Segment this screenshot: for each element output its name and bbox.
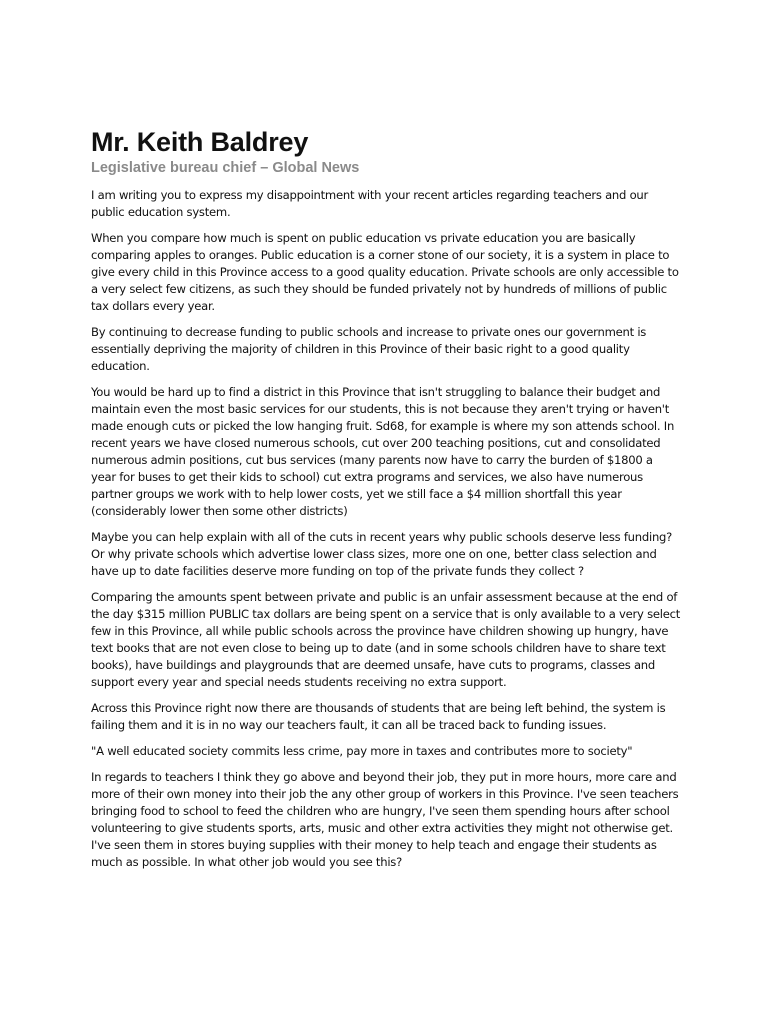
recipient-title: Legislative bureau chief – Global News (91, 160, 360, 176)
paragraph-explain-cuts: Maybe you can help explain with all of the cuts in recent years why public schools deserve less funding? Or why private schools which advertise lower class sizes, more one on one, better class selection and have up to date facilities deserve more funding on top of the private funds they collect ? (91, 530, 673, 578)
paragraph-intro: I am writing you to express my disappointment with your recent articles regarding teachers and our public education system. (91, 188, 649, 219)
paragraph-students-left-behind: Across this Province right now there are thousands of students that are being left behind, the system is failing them and it is in no way our teachers fault, it can all be traced back to funding issues. (91, 701, 666, 732)
paragraph-teachers: In regards to teachers I think they go above and beyond their job, they put in more hours, more care and more of their own money into their job the any other group of workers in this Province. I've seen teachers bringing food to school to feed the children who are hungry, I've seen them spending hours after school volunteering to give students sports, arts, music and other extra activities they might not otherwise get. I've seen them in stores buying supplies with their money to help teach and engage their students as much as possible. In what other job would you see this? (91, 770, 679, 869)
paragraph-district-cuts: You would be hard up to find a district in this Province that isn't struggling to balance their budget and maintain even the most basic services for our students, this is not because they aren't trying or haven't made enough cuts or picked the low hanging fruit. Sd68, for example is where my son attends school. In recent years we have closed numerous schools, cut over 200 teaching positions, cut and consolidated numerous admin positions, cut bus services (many parents now have to carry the burden of $1800 a year for buses to get their kids to school) cut extra programs and services, we also have numerous partner groups we work with to help lower costs, yet we still face a $4 million shortfall this year (considerably lower then some other districts) (91, 385, 675, 518)
paragraph-funding-decrease: By continuing to decrease funding to public schools and increase to private ones our government is essentially depriving the majority of children in this Province of their basic right to a good quality education. (91, 325, 647, 373)
paragraph-quote: "A well educated society commits less crime, pay more in taxes and contributes more to society" (91, 744, 633, 758)
paragraph-apples-oranges: When you compare how much is spent on public education vs private education you are basically comparing apples to oranges. Public education is a corner stone of our society, it is a system in place to give every child in this Province access to a good quality education. Private schools are only accessible to a very select few citizens, as such they should be funded privately not by hundreds of millions of public tax dollars every year. (91, 231, 679, 313)
recipient-name: Mr. Keith Baldrey (91, 127, 309, 157)
paragraph-unfair-assessment: Comparing the amounts spent between private and public is an unfair assessment because at the end of the day $315 million PUBLIC tax dollars are being spent on a service that is only available to a very select few in this Province, all while public schools across the province have children showing up hungry, have text books that are not even close to being up to date (and in some schools children have to share text books), have buildings and playgrounds that are deemed unsafe, have cuts to programs, classes and support every year and special needs students receiving no extra support. (91, 590, 681, 689)
letter-page (91, 126, 681, 880)
